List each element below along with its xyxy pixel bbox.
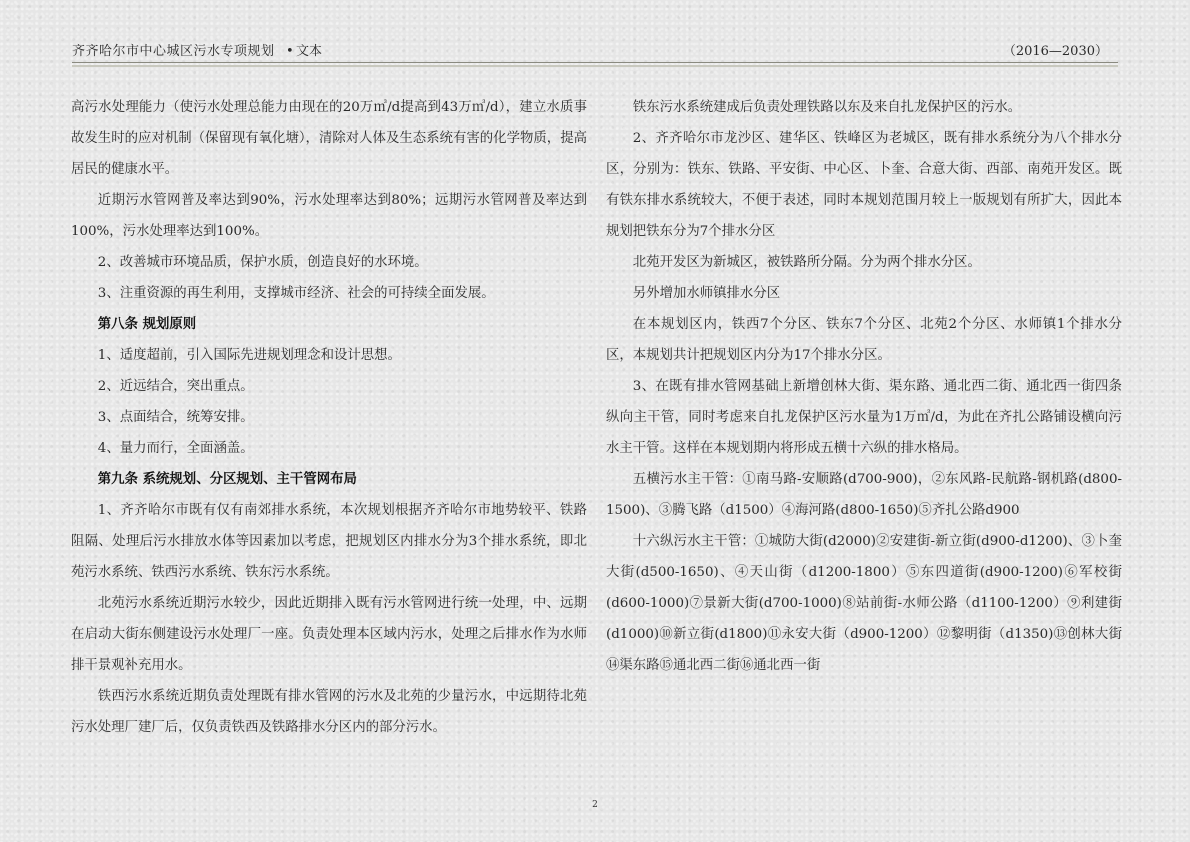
paragraph: 另外增加水师镇排水分区	[632, 286, 781, 301]
paragraph: 3、在既有排水管网基础上新增创林大街、渠东路、通北西二街、通北西一街四条纵向主干管，同时考虑来自扎龙保护区污水量为1万㎥/d，为此在齐扎公路铺设横向污水主干管。这样在本规划期内将形成五横十六纵的排水格局。	[606, 379, 1122, 456]
plan-period: （2016—2030）	[1002, 44, 1108, 59]
paragraph: 2、近远结合，突出重点。	[97, 379, 254, 394]
paragraph: 1、齐齐哈尔市既有仅有南郊排水系统，本次规划根据齐齐哈尔市地势较平、铁路阻隔、处理后污水排放水体等因素加以考虑，把规划区内排水分为3个排水系统，即北苑污水系统、铁西污水系统、铁东污水系统。	[71, 503, 587, 580]
paragraph: 2、齐齐哈尔市龙沙区、建华区、铁峰区为老城区，既有排水系统分为八个排水分区，分别为：铁东、铁路、平安街、中心区、卜奎、合意大街、西部、南苑开发区。既有铁东排水系统较大，不便于表述，同时本规划范围月较上一版规划有所扩大，因此本规划把铁东分为7个排水分区	[606, 131, 1122, 239]
paragraph: 北苑开发区为新城区，被铁路所分隔。分为两个排水分区。	[632, 255, 981, 270]
paragraph: 铁西污水系统近期负责处理既有排水管网的污水及北苑的少量污水，中远期待北苑污水处理厂建厂后，仅负责铁西及铁路排水分区内的部分污水。	[71, 689, 587, 735]
paragraph: 近期污水管网普及率达到90%，污水处理率达到80%；远期污水管网普及率达到100%，污水处理率达到100%。	[71, 193, 587, 239]
document-section-tag: 文本	[296, 44, 323, 59]
title-separator: •	[286, 44, 294, 59]
paragraph: 十六纵污水主干管：①城防大街(d2000)②安建街-新立街(d900-d1200)、③卜奎大街(d500-1650)、④天山街（d1200-1800）⑤东四道街(d900-1200)⑥军校街(d600-1000)⑦景新大街(d700-1000)⑧站前街-水师公路（d1100-1200）⑨利建街(d1000)⑩新立街(d1800)⑪永安大街（d900-1200）⑫黎明街（d1350)⑬创林大街⑭渠东路⑮通北西二街⑯通北西一街	[606, 534, 1122, 673]
section-heading: 第九条 系统规划、分区规划、主干管网布局	[97, 471, 357, 487]
paragraph: 高污水处理能力（使污水处理总能力由现在的20万㎥/d提高到43万㎥/d），建立水质事故发生时的应对机制（保留现有氧化塘），清除对人体及生态系统有害的化学物质，提高居民的健康水平。	[71, 100, 587, 177]
document-title: 齐齐哈尔市中心城区污水专项规划	[72, 44, 275, 59]
paragraph: 3、点面结合，统筹安排。	[97, 410, 254, 425]
paragraph: 4、量力而行，全面涵盖。	[97, 441, 254, 456]
paragraph: 3、注重资源的再生利用，支撑城市经济、社会的可持续全面发展。	[97, 286, 495, 301]
paragraph: 2、改善城市环境品质，保护水质，创造良好的水环境。	[97, 255, 428, 270]
left-text-column	[71, 92, 587, 743]
header-rule-shadow	[72, 65, 1118, 67]
right-text-column	[606, 92, 1122, 681]
paragraph: 1、适度超前，引入国际先进规划理念和设计思想。	[97, 348, 401, 363]
paragraph: 铁东污水系统建成后负责处理铁路以东及来自扎龙保护区的污水。	[632, 100, 1022, 115]
paragraph: 北苑污水系统近期污水较少，因此近期排入既有污水管网进行统一处理，中、远期在启动大街东侧建设污水处理厂一座。负责处理本区域内污水，处理之后排水作为水师排干景观补充用水。	[71, 596, 587, 673]
paragraph: 五横污水主干管：①南马路-安顺路(d700-900)，②东风路-民航路-钢机路(d800-1500)、③腾飞路（d1500）④海河路(d800-1650)⑤齐扎公路d900	[606, 472, 1122, 518]
section-heading: 第八条 规划原则	[97, 316, 197, 332]
header-rule	[72, 62, 1118, 63]
paragraph: 在本规划区内，铁西7个分区、铁东7个分区、北苑2个分区、水师镇1个排水分区，本规划共计把规划区内分为17个排水分区。	[606, 317, 1122, 363]
page-header	[72, 42, 1118, 62]
page-number: 2	[592, 800, 598, 810]
